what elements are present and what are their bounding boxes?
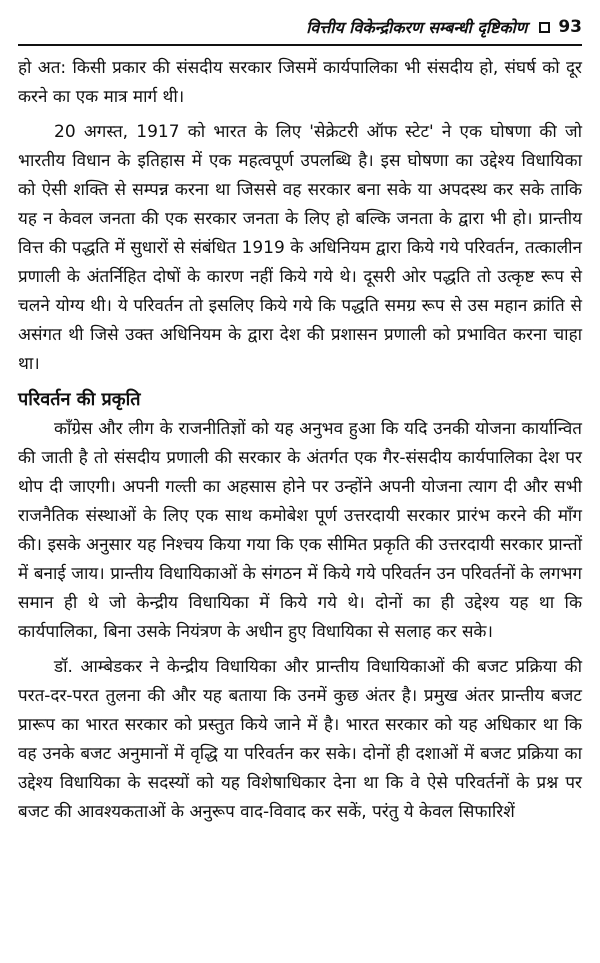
page-number: 93 xyxy=(558,17,582,37)
paragraph-1917-declaration: 20 अगस्त, 1917 को भारत के लिए 'सेक्रेटरी ऑफ स्टेट' ने एक घोषणा की जो भारतीय विधान के इतिहास में एक महत्वपूर्ण उपलब्धि है। इस घोषणा का उद्देश्य विधायिका को ऐसी शक्ति से सम्पन्न करना था जिससे वह सरकार बना सके या अपदस्थ कर सके ताकि यह न केवल जनता की एक सरकार जनता के लिए हो बल्कि जनता के द्वारा भी हो। प्रान्तीय वित्त की पद्धति में सुधारों से संबंधित 1919 के अधिनियम द्वारा किये गये परिवर्तन, तत्कालीन प्रणाली के अंतर्निहित दोषों के कारण नहीं किये गये थे। दूसरी ओर पद्धति तो उत्कृष्ट रूप से चलने योग्य थी। ये परिवर्तन तो इसलिए किये गये कि पद्धति समग्र रूप से उस महान क्रांति से असंगत थी जिसे उक्त अधिनियम के द्वारा देश की प्रशासन प्रणाली को प्रभावित करना चाहा था। xyxy=(18,122,582,374)
section-heading: परिवर्तन की प्रकृति xyxy=(18,389,141,410)
running-header xyxy=(18,10,582,46)
running-header-title: वित्तीय विकेन्द्रीकरण सम्बन्धी दृष्टिकोण xyxy=(306,18,528,37)
paragraph-continued: हो अत: किसी प्रकार की संसदीय सरकार जिसमें कार्यपालिका भी संसदीय हो, संघर्ष को दूर करने का एक मात्र मार्ग थी। xyxy=(18,58,582,107)
paragraph-nature-of-change: कॉंग्रेस और लीग के राजनीतिज्ञों को यह अनुभव हुआ कि यदि उनकी योजना कार्यान्वित की जाती है तो संसदीय प्रणाली की सरकार के अंतर्गत एक गैर-संसदीय कार्यपालिका देश पर थोप दी जाएगी। अपनी गल्ती का अहसास होने पर उन्होंने अपनी योजना त्याग दी और सभी राजनैतिक संस्थाओं के लिए एक साथ कमोबेश पूर्ण उत्तरदायी सरकार प्रारंभ करने की माँग की। इसके अनुसार यह निश्चय किया गया कि एक सीमित प्रकृति की उत्तरदायी सरकार प्रान्तों में बनाई जाय। प्रान्तीय विधायिकाओं के संगठन में किये गये परिवर्तन उन परिवर्तनों के लगभग समान ही थे जो केन्द्रीय विधायिका में किये गये थे। दोनों का ही उद्देश्य यह था कि कार्यपालिका, बिना उसके नियंत्रण के अधीन हुए विधायिका से सलाह कर सके। xyxy=(18,419,582,642)
square-bullet-icon xyxy=(539,22,550,33)
paragraph-budget-process: डॉ. आम्बेडकर ने केन्द्रीय विधायिका और प्रान्तीय विधायिकाओं की बजट प्रक्रिया की परत-दर-परत तुलना की और यह बताया कि उनमें कुछ अंतर है। प्रमुख अंतर प्रान्तीय बजट प्रारूप का भारत सरकार को प्रस्तुत किये जाने में है। भारत सरकार को यह अधिकार था कि वह उनके बजट अनुमानों में वृद्धि या परिवर्तन कर सके। दोनों ही दशाओं में बजट प्रक्रिया का उद्देश्य विधायिका के सदस्यों को यह विशेषाधिकार देना था कि वे ऐसे परिवर्तनों के प्रश्न पर बजट की आवश्यकताओं के अनुरूप वाद-विवाद कर सकें, परंतु ये केवल सिफारिशें xyxy=(18,657,582,822)
